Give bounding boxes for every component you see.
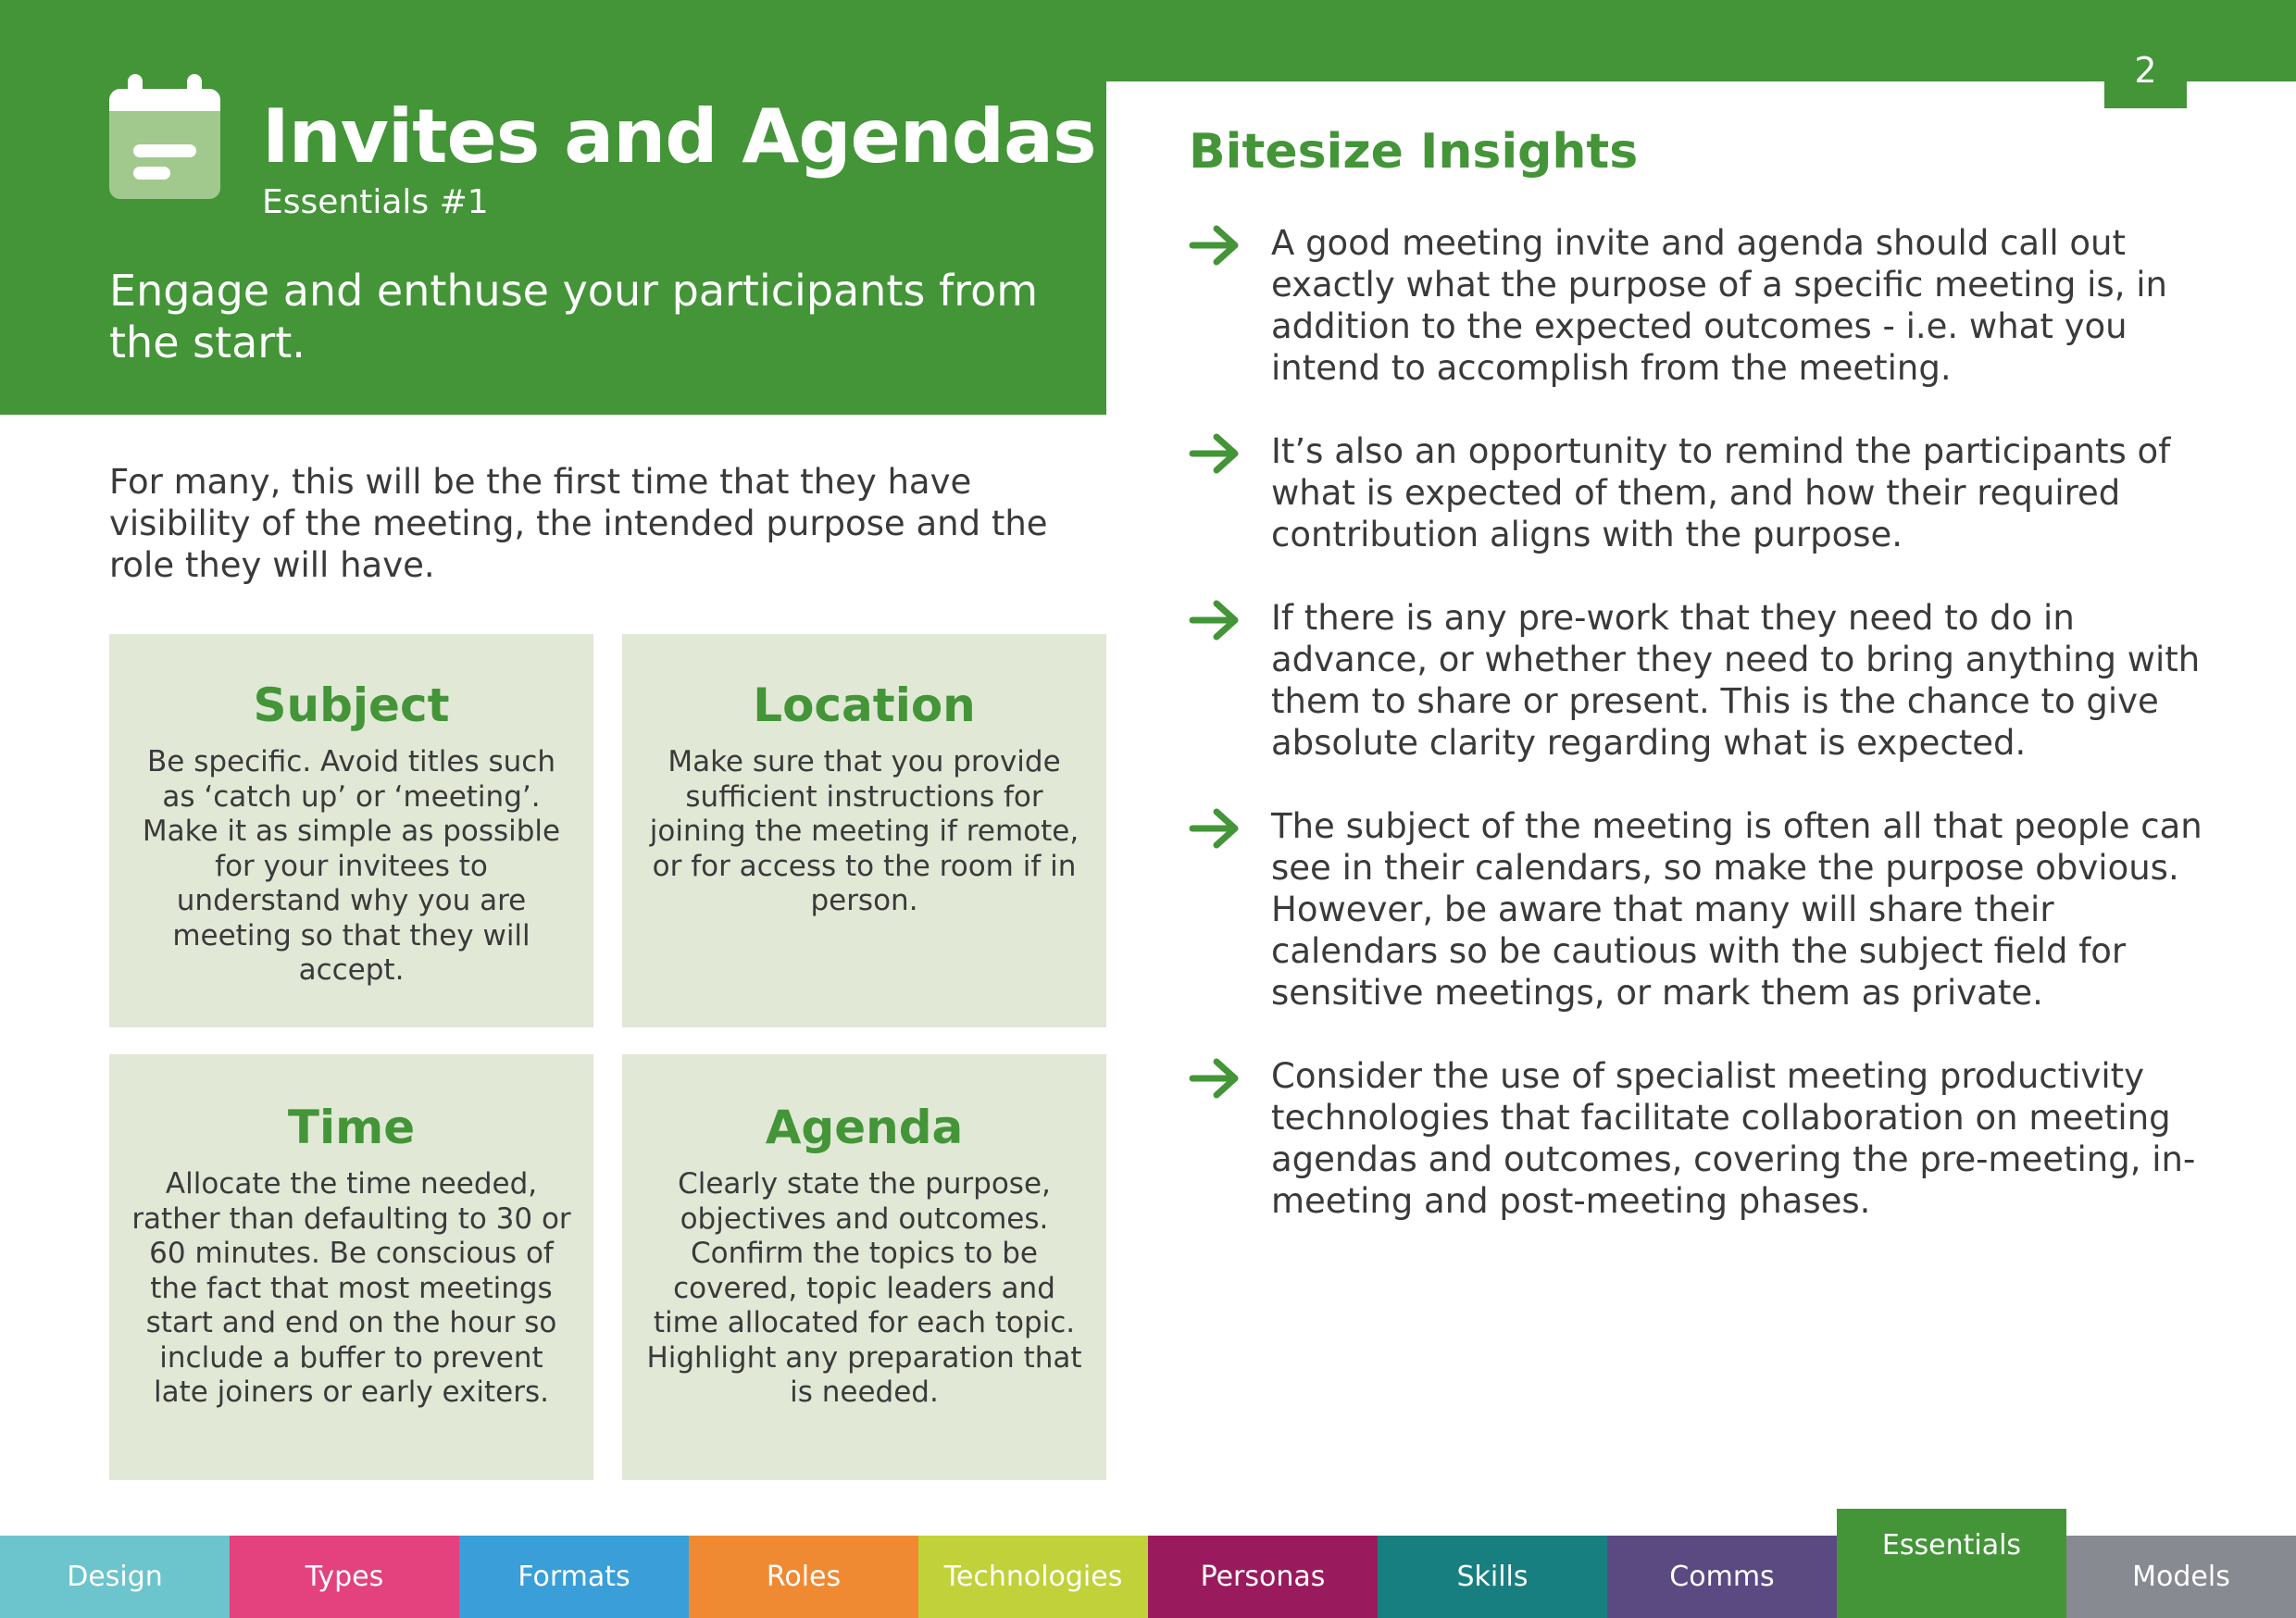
insight-text: If there is any pre-work that they need to do in advance, or whether they need to bring anything with them to share or present. This is the chance to give absolute clarity regarding what is expected. — [1271, 598, 2201, 763]
card-title: Location — [753, 678, 976, 732]
card-body: Be specific. Avoid titles such as ‘catch up’ or ‘meeting’. Make it as simple as possible for your invitees to understand why you are meeting so that they will accept. — [142, 745, 561, 987]
nav-tab-technologies[interactable]: Technologies — [918, 1536, 1148, 1618]
nav-tab-design[interactable]: Design — [0, 1536, 230, 1618]
nav-tab-types[interactable]: Types — [230, 1536, 459, 1618]
insight-item — [1189, 430, 2207, 555]
insight-text: A good meeting invite and agenda should call out exactly what the purpose of a specific meeting is, in addition to the expected outcomes - i.e. what you intend to accomplish from the meeting. — [1271, 223, 2167, 388]
card-location — [622, 634, 1106, 1027]
insight-item — [1189, 1055, 2207, 1222]
card-subject — [109, 634, 593, 1027]
card-body: Make sure that you provide sufficient instructions for joining the meeting if remote, or for access to the room if in person. — [649, 745, 1079, 917]
calendar-icon — [109, 74, 220, 199]
nav-tab-comms[interactable]: Comms — [1607, 1536, 1837, 1618]
card-agenda — [622, 1054, 1106, 1480]
page-title: Invites and Agendas — [262, 93, 1096, 180]
insights-list — [1189, 222, 2207, 1263]
nav-tab-personas[interactable]: Personas — [1148, 1536, 1378, 1618]
nav-tab-roles[interactable]: Roles — [689, 1536, 918, 1618]
intro-paragraph: For many, this will be the first time that they have visibility of the meeting, the intended purpose and the role they will have. — [109, 462, 1048, 585]
arrow-right-icon — [1189, 597, 1242, 643]
arrow-right-icon — [1189, 430, 1242, 477]
card-time — [109, 1054, 593, 1480]
section-nav — [0, 1529, 2296, 1618]
insight-item — [1189, 805, 2207, 1014]
arrow-right-icon — [1189, 222, 1242, 268]
page-number: 2 — [2104, 0, 2187, 108]
insight-text: It’s also an opportunity to remind the participants of what is expected of them, and how their required contribution aligns with the purpose. — [1271, 431, 2171, 554]
arrow-right-icon — [1189, 1055, 1242, 1101]
card-body: Clearly state the purpose, objectives and outcomes. Confirm the topics to be covered, topic leaders and time allocated for each topic. Highlight any preparation that is needed. — [646, 1167, 1082, 1409]
card-body: Allocate the time needed, rather than defaulting to 30 or 60 minutes. Be conscious of the fact that most meetings start and end on the hour so include a buffer to prevent late joiners or early exiters. — [131, 1167, 571, 1409]
insight-text: Consider the use of specialist meeting productivity technologies that facilitate collaboration on meeting agendas and outcomes, covering the pre-meeting, in-meeting and post-meeting phases. — [1271, 1056, 2196, 1221]
nav-tab-essentials[interactable]: Essentials — [1837, 1509, 2066, 1618]
insight-item — [1189, 597, 2207, 764]
nav-tab-models[interactable]: Models — [2066, 1536, 2296, 1618]
card-title: Time — [287, 1101, 416, 1154]
nav-tab-formats[interactable]: Formats — [459, 1536, 689, 1618]
insight-item — [1189, 222, 2207, 389]
nav-tab-skills[interactable]: Skills — [1378, 1536, 1607, 1618]
insight-text: The subject of the meeting is often all that people can see in their calendars, so make the purpose obvious. However, be aware that many will share their calendars so be cautious with the subject field for sensitive meetings, or mark them as private. — [1271, 806, 2202, 1013]
page-subtitle: Essentials #1 — [262, 183, 489, 221]
arrow-right-icon — [1189, 805, 1242, 852]
card-title: Subject — [253, 678, 450, 732]
card-title: Agenda — [765, 1101, 964, 1154]
insights-title: Bitesize Insights — [1189, 124, 1639, 180]
tagline: Engage and enthuse your participants from the start. — [109, 266, 1039, 367]
